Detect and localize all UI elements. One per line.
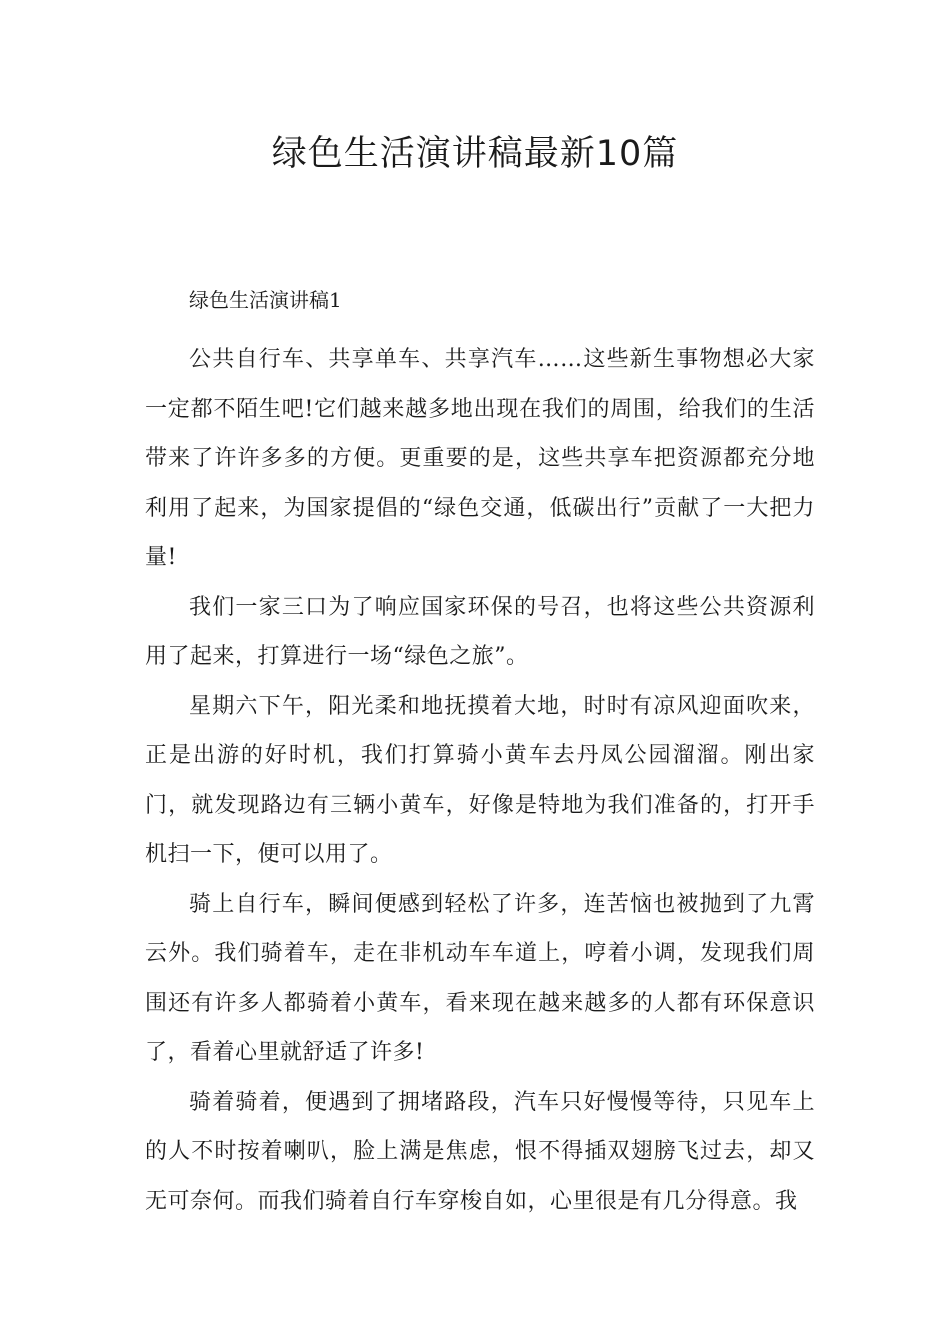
paragraph-5: 骑着骑着，便遇到了拥堵路段，汽车只好慢慢等待，只见车上的人不时按着喇叭，脸上满是焦虑，恨不得插双翅膀飞过去，却又无可奈何。而我们骑着自行车穿梭自如，心里很是有几分得意。我 (145, 1089, 815, 1214)
paragraph-1: 公共自行车、共享单车、共享汽车……这些新生事物想必大家一定都不陌生吧!它们越来越多地出现在我们的周围，给我们的生活带来了许许多多的方便。更重要的是，这些共享车把资源都充分地利用了起来，为国家提倡的“绿色交通，低碳出行”贡献了一大把力量! (145, 347, 815, 570)
document-body (145, 283, 815, 1226)
paragraph-2: 我们一家三口为了响应国家环保的号召，也将这些公共资源利用了起来，打算进行一场“绿色之旅”。 (145, 594, 815, 669)
paragraph-3: 星期六下午，阳光柔和地抚摸着大地，时时有凉风迎面吹来，正是出游的好时机，我们打算骑小黄车去丹凤公园溜溜。刚出家门，就发现路边有三辆小黄车，好像是特地为我们准备的，打开手机扫一下，便可以用了。 (145, 693, 815, 867)
paragraph-4: 骑上自行车，瞬间便感到轻松了许多，连苦恼也被抛到了九霄云外。我们骑着车，走在非机动车车道上，哼着小调，发现我们周围还有许多人都骑着小黄车，看来现在越来越多的人都有环保意识了，看着心里就舒适了许多! (145, 891, 815, 1065)
document-title: 绿色生活演讲稿最新10篇 (271, 134, 679, 174)
section-title: 绿色生活演讲稿1 (189, 288, 342, 312)
